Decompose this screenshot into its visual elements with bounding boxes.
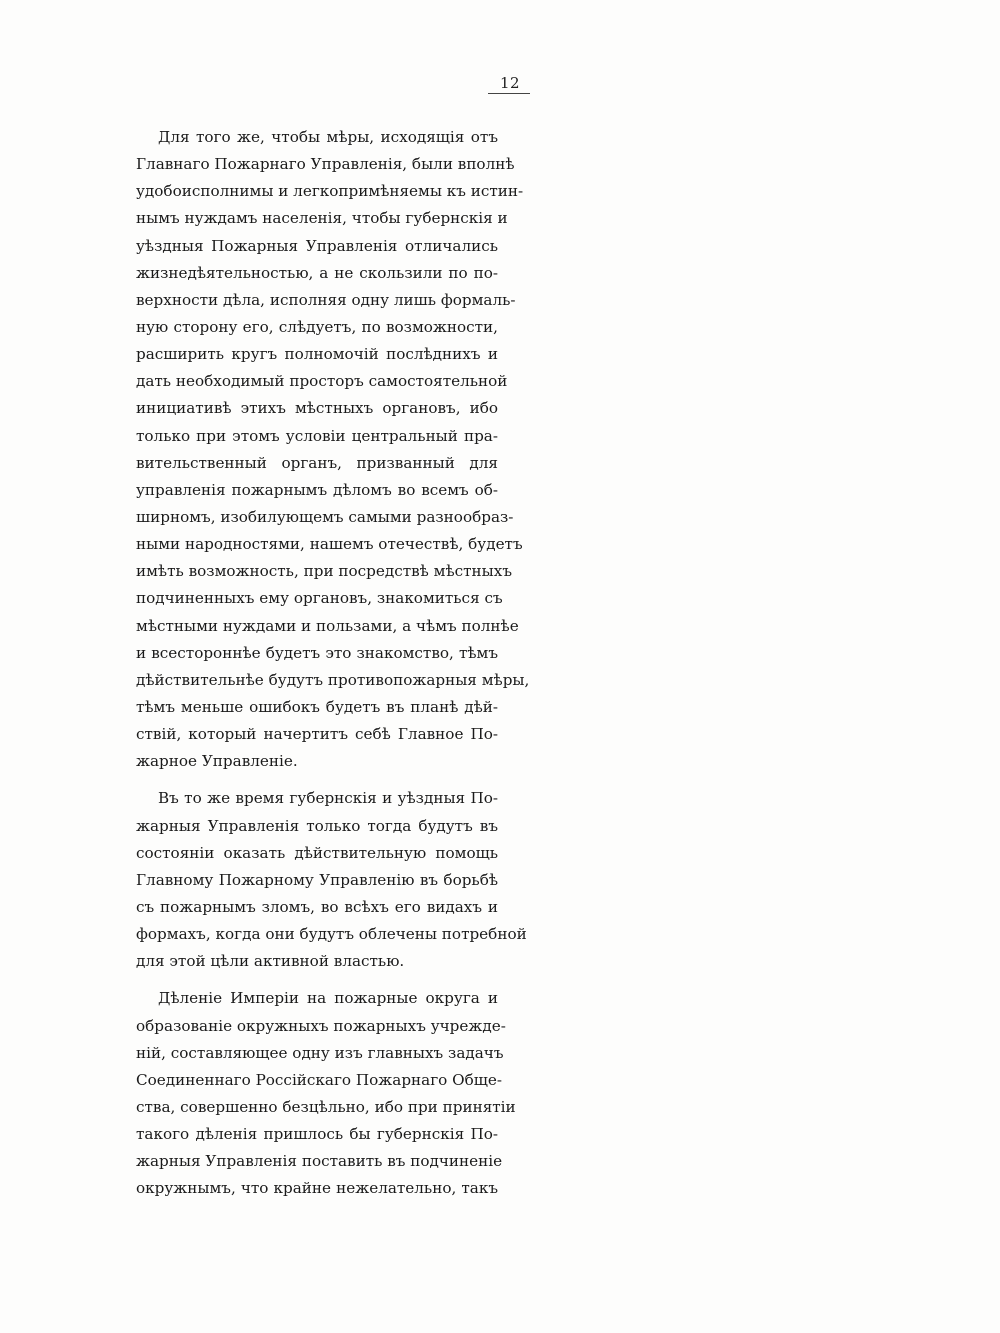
text-line: жарныя Управленія поставить въ подчиненіе <box>136 1152 503 1171</box>
text-line: дать необходимый просторъ самостоятельной <box>136 372 508 391</box>
text-line: ную сторону его, слѣдуетъ, по возможности, <box>136 317 498 336</box>
text-line: тѣмъ меньше ошибокъ будетъ въ планѣ дѣй- <box>136 697 498 716</box>
text-line: дѣйствительнѣе будутъ противопожарныя мѣры, <box>136 670 530 689</box>
text-line: только при этомъ условіи центральный пра- <box>136 426 498 445</box>
text-line: удобоисполнимы и легкопримѣняемы къ истин- <box>136 182 524 201</box>
text-line: вительственный органъ, призванный для <box>136 453 498 472</box>
text-line: окружнымъ, что крайне нежелательно, такъ <box>136 1179 498 1198</box>
text-line: ства, совершенно безцѣльно, ибо при принятіи <box>136 1097 516 1116</box>
text-line: для этой цѣли активной властью. <box>136 952 405 971</box>
text-line: имѣть возможность, при посредствѣ мѣстныхъ <box>136 562 512 581</box>
page-number-rule <box>488 93 530 94</box>
text-line: управленія пожарнымъ дѣломъ во всемъ об- <box>136 480 498 499</box>
text-line: верхности дѣла, исполняя одну лишь формаль- <box>136 290 516 309</box>
text-line: Главному Пожарному Управленію въ борьбѣ <box>136 870 498 889</box>
paragraph <box>136 985 516 1202</box>
text-line: ствій, который начертитъ себѣ Главное По- <box>136 725 498 744</box>
text-line: жарное Управленіе. <box>136 752 298 771</box>
text-line: ными народностями, нашемъ отечествѣ, будетъ <box>136 535 523 554</box>
text-line: такого дѣленія пришлось бы губернскія По- <box>136 1125 498 1144</box>
text-line: расширить кругъ полномочій послѣднихъ и <box>136 345 498 364</box>
body-text <box>136 124 530 1202</box>
text-line: ширномъ, изобилующемъ самыми разнообраз- <box>136 507 514 526</box>
text-line: Дѣленіе Имперіи на пожарные округа и <box>158 989 498 1008</box>
text-line: подчиненныхъ ему органовъ, знакомиться съ <box>136 589 503 608</box>
paragraph-gap <box>136 775 498 785</box>
text-line: жарныя Управленія только тогда будутъ въ <box>136 816 498 835</box>
text-line: Главнаго Пожарнаго Управленія, были вполнѣ <box>136 155 515 174</box>
text-line: образованіе окружныхъ пожарныхъ учрежде- <box>136 1016 506 1035</box>
text-line: Для того же, чтобы мѣры, исходящія отъ <box>158 128 498 146</box>
paragraph-gap <box>136 975 498 985</box>
text-line: ній, составляющее одну изъ главныхъ задачъ <box>136 1043 504 1062</box>
text-line: состояніи оказать дѣйствительную помощь <box>136 843 498 862</box>
text-line: нымъ нуждамъ населенія, чтобы губернскія и <box>136 209 508 228</box>
text-line: мѣстными нуждами и пользами, а чѣмъ полнѣе <box>136 616 519 635</box>
text-line: уѣздныя Пожарныя Управленія отличались <box>136 236 498 255</box>
text-line: жизнедѣятельностью, а не скользили по по- <box>136 263 498 282</box>
text-line: инициативѣ этихъ мѣстныхъ органовъ, ибо <box>136 399 498 418</box>
text-line: съ пожарнымъ зломъ, во всѣхъ его видахъ и <box>136 897 498 916</box>
text-line: Соединеннаго Россійскаго Пожарнаго Обще- <box>136 1070 502 1089</box>
paragraph <box>136 124 530 775</box>
paragraph <box>136 785 527 975</box>
page-number: 12 <box>499 74 521 92</box>
text-line: формахъ, когда они будутъ облечены потребной <box>136 925 527 944</box>
text-line: Въ то же время губернскія и уѣздныя По- <box>158 789 498 808</box>
text-line: и всестороннѣе будетъ это знакомство, тѣмъ <box>136 643 498 662</box>
